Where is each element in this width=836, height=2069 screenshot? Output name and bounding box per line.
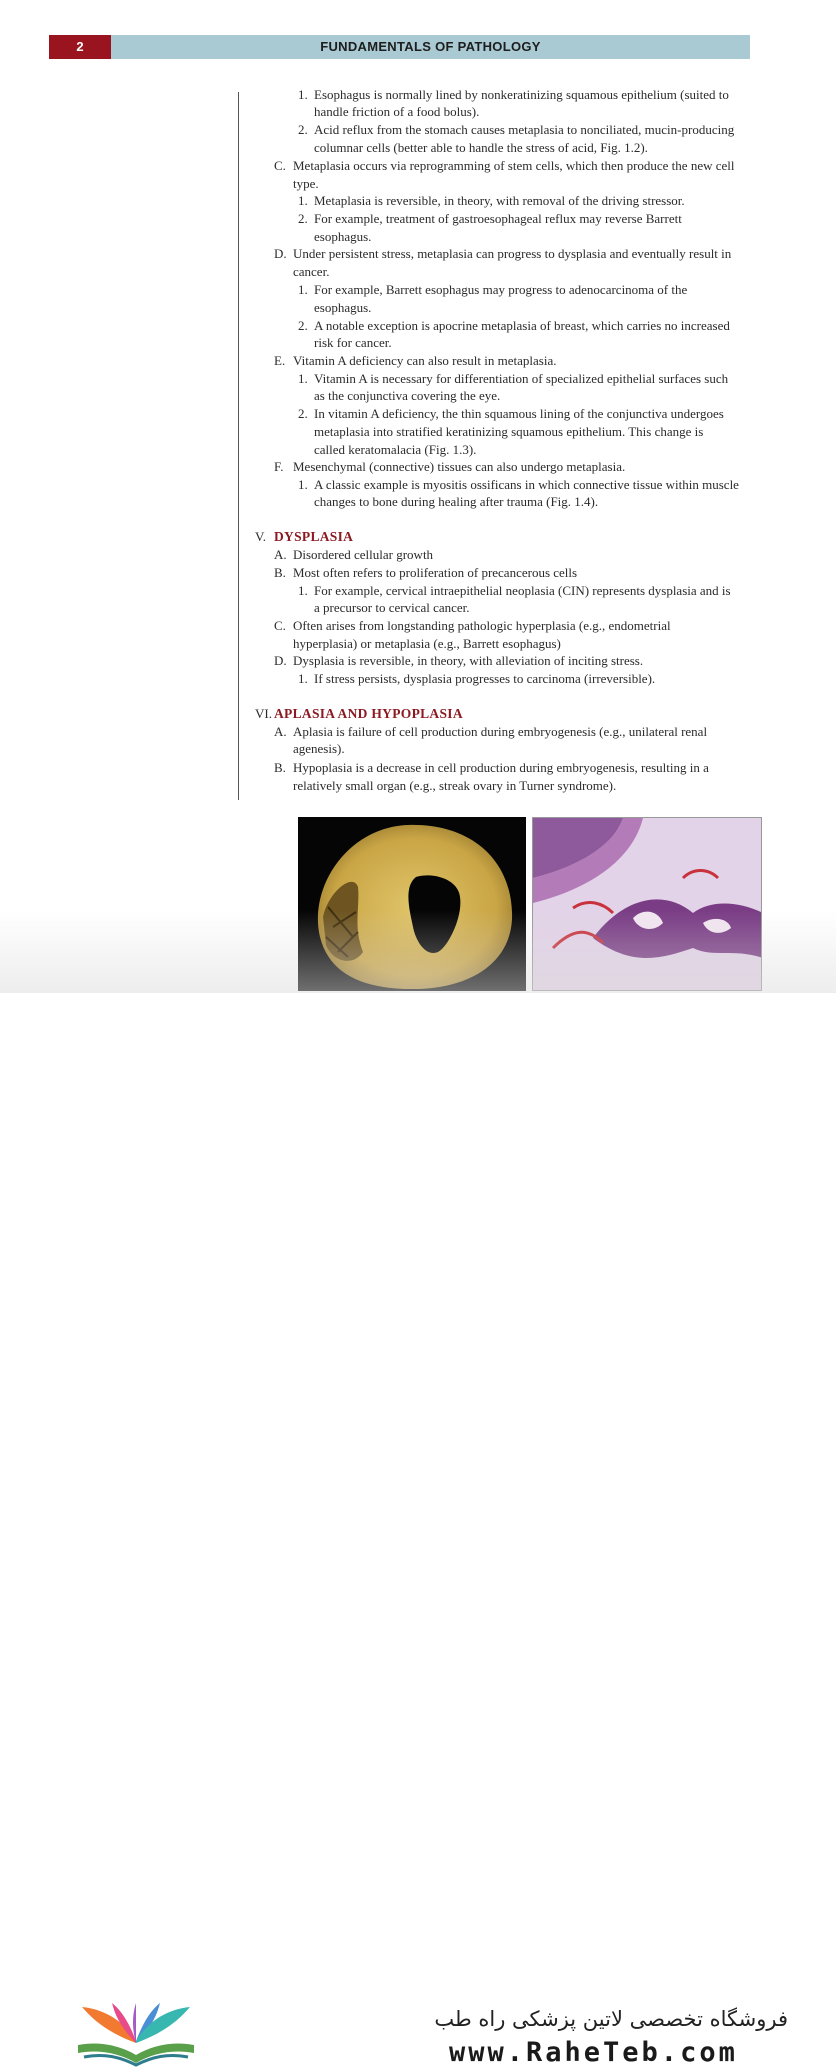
store-name: فروشگاه تخصصی لاتین پزشکی راه طب [434,2007,788,2031]
list-item-text: called keratomalacia (Fig. 1.3). [314,442,477,457]
list-item-text: agenesis). [293,741,345,756]
list-item-label: 2. [298,406,308,421]
store-footer [0,993,836,2068]
list-item-text: esophagus. [314,229,372,244]
list-item-text: Vitamin A is necessary for differentiation of specialized epithelial surfaces such [314,371,729,386]
list-item-text: Mesenchymal (connective) tissues can also undergo metaplasia. [293,459,626,474]
list-item-label: B. [274,760,286,775]
list-item-text: handle friction of a food bolus). [314,104,480,119]
list-item-text: Metaplasia occurs via reprogramming of stem cells, which then produce the new cell [293,158,735,173]
list-item-label: 1. [298,477,308,492]
list-item-text: In vitamin A deficiency, the thin squamous lining of the conjunctiva undergoes [314,406,724,421]
list-item-text: type. [293,176,319,191]
store-url: www.RaheTeb.com [449,2037,738,2068]
list-item-text: For example, cervical intraepithelial neoplasia (CIN) represents dysplasia and is [314,583,731,598]
list-item-text: Dysplasia is reversible, in theory, with alleviation of inciting stress. [293,653,644,668]
list-item-text: Hypoplasia is a decrease in cell production during embryogenesis, resulting in a [293,760,709,775]
list-item-text: Disordered cellular growth [293,547,434,562]
histology-image [533,818,762,991]
figure-histology [532,817,762,991]
list-item-label: F. [274,459,284,474]
list-item-label: D. [274,653,287,668]
list-item-text: For example, treatment of gastroesophageal reflux may reverse Barrett [314,211,682,226]
list-item-label: 1. [298,671,308,686]
list-item-label: B. [274,565,286,580]
list-item-text: Metaplasia is reversible, in theory, with removal of the driving stressor. [314,193,685,208]
list-item-label: E. [274,353,286,368]
list-item-text: cancer. [293,264,330,279]
section-heading: DYSPLASIA [274,529,354,544]
list-item-text: For example, Barrett esophagus may progress to adenocarcinoma of the [314,282,688,297]
list-item-label: C. [274,618,286,633]
list-item-text: Often arises from longstanding pathologic hyperplasia (e.g., endometrial [293,618,671,633]
list-item-text: risk for cancer. [314,335,392,350]
list-item-text: If stress persists, dysplasia progresses to carcinoma (irreversible). [314,671,656,686]
list-item-text: Most often refers to proliferation of precancerous cells [293,565,578,580]
list-item-text: as the conjunctiva covering the eye. [314,388,501,403]
list-item-label: 2. [298,122,308,137]
list-item-text: a precursor to cervical cancer. [314,600,470,615]
list-item-text: A notable exception is apocrine metaplasia of breast, which carries no increased [314,318,730,333]
list-item-label: D. [274,246,287,261]
running-header-title: FUNDAMENTALS OF PATHOLOGY [111,35,750,59]
list-item-text: Esophagus is normally lined by nonkeratinizing squamous epithelium (suited to [314,87,729,102]
list-item-text: A classic example is myositis ossificans in which connective tissue within muscle [314,477,739,492]
list-item-text: columnar cells (better able to handle the stress of acid, Fig. 1.2). [314,140,648,155]
list-item-text: Aplasia is failure of cell production during embryogenesis (e.g., unilateral renal [293,724,708,739]
list-item-text: metaplasia into stratified keratinizing squamous epithelium. This change is [314,424,704,439]
list-item-text: hyperplasia) or metaplasia (e.g., Barrett esophagus) [293,636,561,651]
list-item-label: 2. [298,318,308,333]
list-item-text: Acid reflux from the stomach causes metaplasia to nonciliated, mucin-producing [314,122,735,137]
list-item-label: C. [274,158,286,173]
margin-rule [238,92,239,800]
section-number: VI. [255,706,272,721]
book-logo-icon [74,2001,198,2069]
list-item-text: esophagus. [314,300,372,315]
figure-gross-specimen [298,817,526,991]
section-heading: APLASIA AND HYPOPLASIA [274,706,463,721]
list-item-label: A. [274,724,287,739]
list-item-text: Under persistent stress, metaplasia can progress to dysplasia and eventually result in [293,246,732,261]
list-item-text: relatively small organ (e.g., streak ovary in Turner syndrome). [293,778,617,793]
list-item-label: A. [274,547,287,562]
list-item-label: 1. [298,193,308,208]
list-item-label: 1. [298,371,308,386]
list-item-text: Vitamin A deficiency can also result in metaplasia. [293,353,557,368]
list-item-label: 1. [298,282,308,297]
list-item-label: 1. [298,87,308,102]
page-number: 2 [49,35,111,59]
list-item-text: changes to bone during healing after trauma (Fig. 1.4). [314,494,599,509]
list-item-label: 1. [298,583,308,598]
gross-specimen-image [298,817,526,991]
list-item-label: 2. [298,211,308,226]
section-number: V. [255,529,266,544]
